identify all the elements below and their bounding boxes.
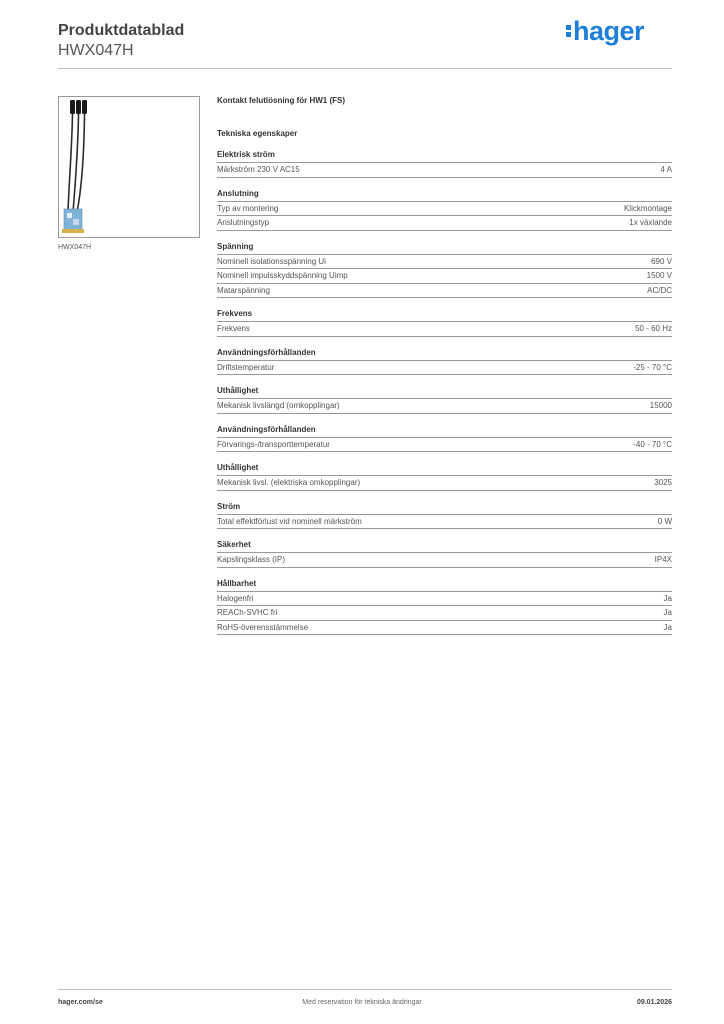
spec-section: [217, 150, 672, 178]
spec-value: 1500 V: [646, 271, 672, 280]
spec-section: [217, 386, 672, 414]
spec-label: Mekanisk livslängd (omkopplingar): [217, 401, 340, 410]
spec-row: [217, 621, 672, 636]
spec-value: 4 A: [660, 165, 672, 174]
specs-heading: Tekniska egenskaper: [217, 129, 298, 138]
spec-content: [217, 96, 672, 635]
section-title: Spänning: [217, 242, 672, 255]
spec-label: Kapslingsklass (IP): [217, 555, 286, 564]
header-divider: [58, 68, 672, 69]
spec-label: Matarspänning: [217, 285, 270, 295]
spec-value: AC/DC: [647, 285, 672, 295]
spec-row: [217, 163, 672, 178]
spec-value: Ja: [663, 608, 672, 617]
spec-label: Anslutningstyp: [217, 218, 270, 227]
spec-section: [217, 579, 672, 636]
spec-value: 0 W: [657, 516, 672, 526]
spec-value: 15000: [649, 401, 672, 410]
spec-value: 690 V: [651, 256, 672, 266]
logo-text: hager: [573, 16, 645, 46]
spec-sections: [217, 150, 672, 635]
spec-value: Ja: [663, 622, 672, 632]
spec-label: Typ av montering: [217, 203, 279, 213]
spec-value: Ja: [663, 593, 672, 603]
footer-disclaimer: Med reservation för tekniska ändringar: [302, 999, 422, 1006]
spec-row: [217, 592, 672, 607]
product-description: Kontakt felutlösning för HW1 (FS): [217, 96, 345, 105]
spec-row: [217, 284, 672, 299]
spec-value: IP4X: [654, 555, 672, 564]
spec-value: Klickmontage: [623, 203, 672, 213]
spec-label: Driftstemperatur: [217, 362, 275, 372]
spec-section: [217, 502, 672, 530]
spec-section: [217, 540, 672, 568]
spec-section: [217, 425, 672, 453]
spec-section: [217, 463, 672, 491]
spec-label: Halogenfri: [217, 593, 254, 603]
spec-row: [217, 438, 672, 453]
spec-label: Frekvens: [217, 324, 250, 333]
section-title: Uthållighet: [217, 386, 672, 399]
spec-label: Förvarings-/transporttemperatur: [217, 439, 330, 449]
spec-label: Nominell isolationsspänning Ui: [217, 256, 326, 266]
section-title: Ström: [217, 502, 672, 515]
spec-section: [217, 242, 672, 299]
spec-row: [217, 322, 672, 337]
section-title: Anslutning: [217, 189, 672, 202]
spec-row: [217, 515, 672, 530]
spec-label: Total effektförlust vid nominell märkström: [217, 516, 362, 526]
document-header: [58, 22, 184, 60]
spec-section: [217, 189, 672, 231]
spec-value: 3025: [654, 478, 672, 487]
spec-label: RoHS-överensstämmelse: [217, 622, 309, 632]
section-title: Användningsförhållanden: [217, 348, 672, 361]
section-title: Användningsförhållanden: [217, 425, 672, 438]
logo-dots-icon: [566, 23, 571, 39]
spec-row: [217, 216, 672, 231]
contact-wires-image: [59, 97, 201, 239]
page-title: Produktdatablad: [58, 22, 185, 39]
spec-value: 1x växlande: [629, 218, 672, 227]
spec-value: -40 - 70 °C: [633, 439, 672, 449]
section-title: Frekvens: [217, 309, 672, 322]
section-title: Elektrisk ström: [217, 150, 672, 163]
spec-row: [217, 269, 672, 284]
spec-value: -25 - 70 °C: [633, 362, 672, 372]
spec-row: [217, 476, 672, 491]
spec-row: [217, 399, 672, 414]
spec-value: 50 - 60 Hz: [635, 324, 672, 333]
spec-label: Nominell impulsskyddspänning Uimp: [217, 271, 348, 280]
section-title: Hållbarhet: [217, 579, 672, 592]
hager-logo: [566, 16, 644, 47]
product-image: [58, 96, 200, 238]
section-title: Uthållighet: [217, 463, 672, 476]
spec-section: [217, 309, 672, 337]
spec-row: [217, 255, 672, 270]
spec-row: [217, 606, 672, 621]
spec-row: [217, 361, 672, 376]
footer-date: 09.01.2026: [636, 999, 672, 1006]
spec-label: Märkström 230 V AC15: [217, 165, 300, 174]
spec-row: [217, 202, 672, 217]
image-caption: HWX047H: [58, 244, 92, 251]
spec-section: [217, 348, 672, 376]
section-title: Säkerhet: [217, 540, 672, 553]
product-code: HWX047H: [58, 42, 134, 59]
footer-website: hager.com/se: [58, 999, 103, 1006]
spec-row: [217, 553, 672, 568]
spec-label: Mekanisk livsl. (elektriska omkopplingar): [217, 478, 361, 487]
spec-label: REACh-SVHC fri: [217, 608, 278, 617]
footer-divider: [58, 989, 672, 990]
